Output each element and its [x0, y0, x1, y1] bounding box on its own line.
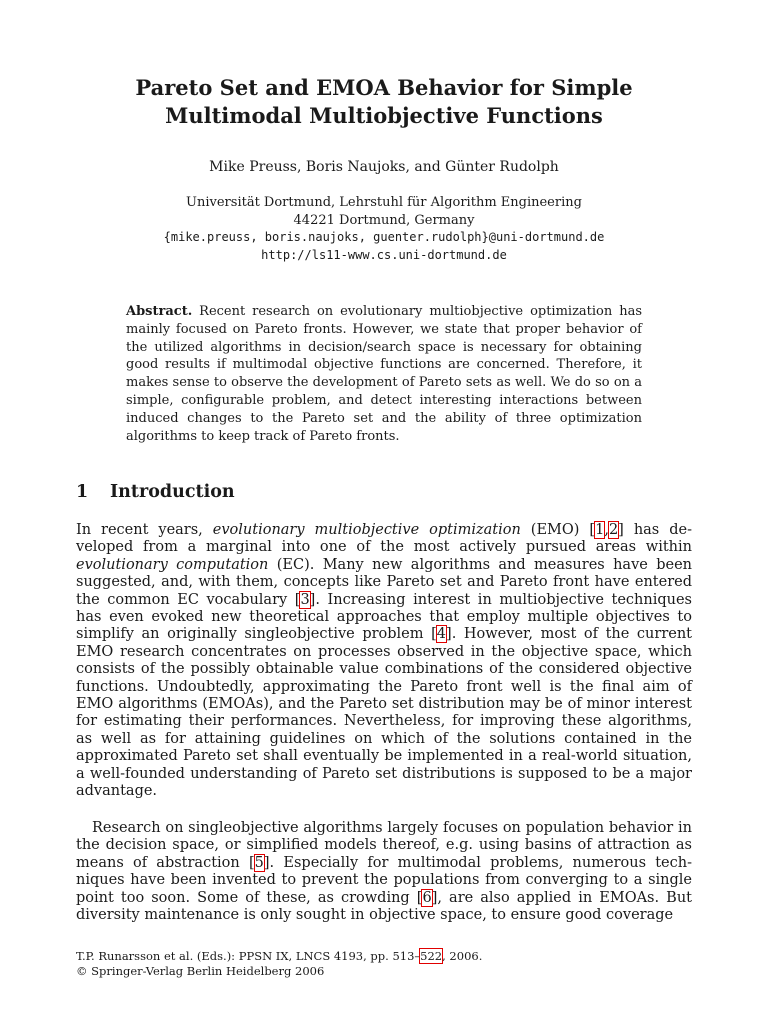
emphasis-term: evolutionary computation	[76, 556, 269, 573]
footer-copyright: © Springer-Verlag Berlin Heidelberg 2006	[76, 964, 325, 978]
intro-paragraph-2: Research on singleobjective algorithms largely focuses on population behavior in the decision space, or simplified models thereof, e.g. using basins of attraction as means of abstraction [5]. Especially for multimodal problems, numerous techniques have been invented to prevent the populations from converging to a single point too soon. Some of these, as crowding [6], are also applied in EMOAs. But diversity maintenance is only sought in objective space, to ensure good coverage	[76, 820, 693, 924]
title-line-1: Pareto Set and EMOA Behavior for Simple	[135, 75, 633, 100]
text-run: , 2006.	[442, 949, 483, 963]
emphasis-term: evolutionary multiobjective optimization	[212, 522, 521, 538]
abstract-text: Recent research on evolutionary multiobjective optimization has mainly focused on Pareto fronts. However, we state that proper behavior of the utilized algorithms in decision/search space is necessary for obtaining good results if multimodal objective functions are concerned. Therefore, it makes sense to observe the development of Pareto sets as well. We do so on a simple, configurable problem, and detect interesting interactions between induced changes to the Pareto set and the ability of three optimization algorithms to keep track of Pareto fronts.	[126, 304, 642, 444]
abstract	[126, 303, 642, 445]
citation-link[interactable]: 4	[436, 626, 447, 643]
section-title: Introduction	[110, 482, 235, 502]
section-number: 1	[76, 482, 89, 502]
citation-link[interactable]: 6	[422, 889, 432, 906]
abstract-label: Abstract.	[126, 304, 193, 319]
section-heading	[76, 482, 235, 502]
text-run: has developed from a marginal into one of the most actively pursued areas within	[76, 522, 692, 556]
text-run: . However, most of the current EMO research concentrates on processes observed in the objective space, which consists of the possibly obtainable value combinations of the considered objective functions. Undoubtedly, approximating the Pareto front well is the final aim of EMO algorithms (EMOAs), and the Pareto set distribution may be of minor interest for estimating their performances. Nevertheless, for improving these algorithms, as well as for attaining guidelines on which of the solutions contained in the approximated Pareto set shall eventually be implemented in a real-world situation, a well-founded understanding of Pareto set distributions is supposed to be a major advantage.	[76, 626, 692, 800]
author-list: Mike Preuss, Boris Naujoks, and Günter Rudolph	[209, 159, 559, 175]
affiliation-institution: Universität Dortmund, Lehrstuhl für Algorithm Engineering	[186, 195, 582, 210]
intro-paragraph-1: In recent years, evolutionary multiobjective optimization (EMO) [1,2] has developed from a marginal into one of the most actively pursued areas within evolutionary computation (EC). Many new algorithms and measures have been suggested, and, with them, concepts like Pareto set and Pareto front have entered the common EC vocabulary [3]. Increasing interest in multiobjective techniques has even evoked new theoretical approaches that employ multiple objectives to simplify an originally singleobjective problem [4]. However, most of the current EMO research concentrates on processes observed in the objective space, which consists of the possibly obtainable value combinations of the considered objective functions. Undoubtedly, approximating the Pareto front well is the final aim of EMO algorithms (EMOAs), and the Pareto set distribution may be of minor interest for estimating their performances. Nevertheless, for improving these algorithms, as well as for attaining guidelines on which of the solutions contained in the approximated Pareto set shall eventually be implemented in a real-world situation, a well-founded understanding of Pareto set distributions is supposed to be a major advantage.	[76, 522, 693, 800]
citation-link[interactable]: 5	[254, 854, 264, 871]
page-footer	[76, 949, 692, 979]
institution-url[interactable]: http://ls11-www.cs.uni-dortmund.de	[261, 247, 507, 262]
text-run: , are also applied in EMOAs. But diversity maintenance is only sought in objective space, to ensure good coverage	[76, 889, 692, 924]
citation-link[interactable]: 3	[300, 591, 310, 608]
affiliation-address: 44221 Dortmund, Germany	[293, 212, 475, 228]
citation-link[interactable]: 1	[595, 522, 605, 538]
author-emails: {mike.preuss, boris.naujoks, guenter.rudolph}@uni-dortmund.de	[163, 230, 605, 244]
text-run: (EMO)	[520, 522, 590, 538]
title-line-2: Multimodal Multiobjective Functions	[165, 103, 603, 128]
text-run: T.P. Runarsson et al. (Eds.): PPSN IX, LNCS 4193, pp. 513–	[76, 949, 421, 963]
text-run: Research on singleobjective algorithms largely focuses on population behavior in the decision space, or simplified models thereof, e.g. using basins of attraction as means of abstraction	[76, 820, 692, 871]
text-run: In recent years,	[76, 522, 213, 538]
text-run: (EC). Many new algorithms and measures have been suggested, and, with them, concepts like Pareto set and Pareto front have entered the common EC vocabulary	[76, 556, 692, 608]
text-run: . Especially for multimodal problems, numerous techniques have been invented to prevent the populations from converging to a single point too soon. Some of these, as crowding	[76, 854, 693, 906]
paper-title	[60, 74, 708, 130]
citation-link[interactable]: 2	[608, 522, 619, 538]
text-run: . Increasing interest in multiobjective techniques has even evoked new theoretical approaches that employ multiple objectives to simplify an originally singleobjective problem	[76, 591, 693, 643]
affiliation-block	[60, 194, 708, 264]
page-range-link[interactable]: 522	[420, 949, 443, 963]
footer-citation	[76, 949, 692, 964]
